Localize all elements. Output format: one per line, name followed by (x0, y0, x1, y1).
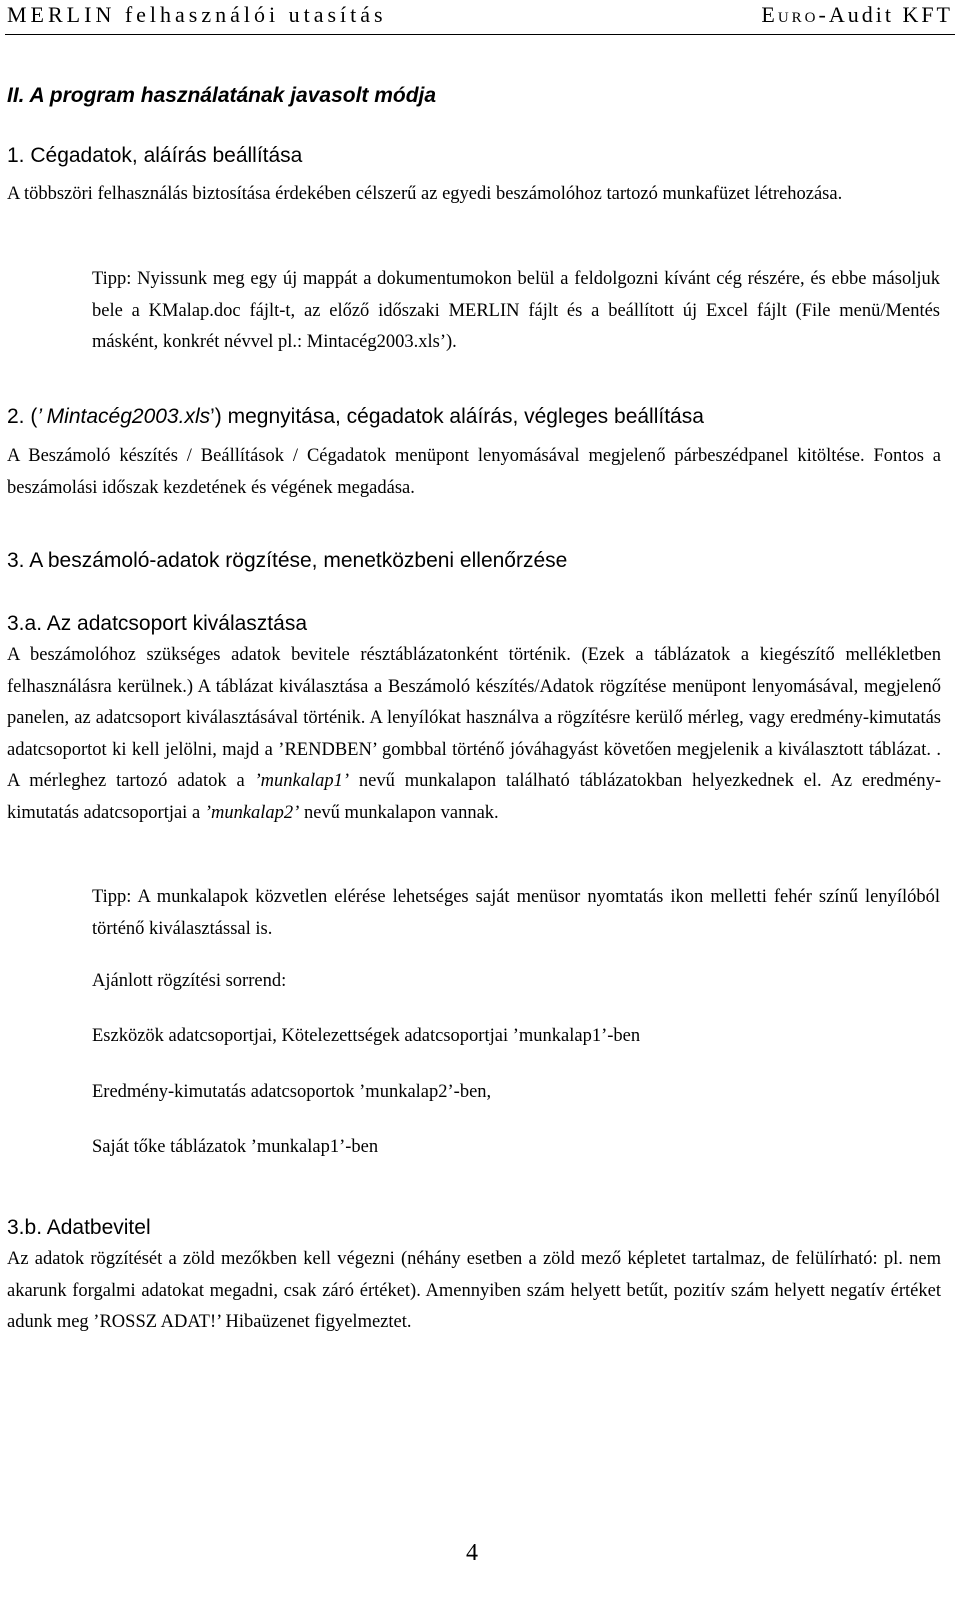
section-3-heading: 3. A beszámoló-adatok rögzítése, menetközbeni ellenőrzése (7, 549, 568, 572)
section-3b-heading: 3.b. Adatbevitel (7, 1216, 151, 1239)
recording-order-item: Eszközök adatcsoportjai, Kötelezettségek adatcsoportjai ’munkalap1’-ben (92, 1026, 641, 1046)
section-2-heading (7, 405, 704, 429)
header-company-rest: -Audit KFT (818, 2, 953, 27)
section-1-heading: 1. Cégadatok, aláírás beállítása (7, 144, 303, 167)
section-3a-text-2: nevű munkalapon található táblázatokban helyezkednek el. Az eredmény-kimutatás adatcsoportjai a (7, 771, 942, 823)
section-3a-tip: Tipp: A munkalapok közvetlen elérése lehetséges saját menüsor nyomtatás ikon melletti fehér színű lenyílóból történő kiválasztással is. (92, 887, 940, 939)
section-3a-text-3: nevű munkalapon vannak. (299, 802, 499, 823)
section-3a-paragraph (7, 640, 941, 829)
header-company-initial: E (761, 2, 778, 27)
header-company (761, 2, 953, 28)
section-3a-heading: 3.a. Az adatcsoport kiválasztása (7, 612, 307, 635)
recording-order-item: Saját tőke táblázatok ’munkalap1’-ben (92, 1137, 379, 1157)
section-1-tip: Tipp: Nyissunk meg egy új mappát a dokumentumokon belül a feldolgozni kívánt cég részére, és ebbe másoljuk bele a KMalap.doc fájlt-t, az előző időszaki MERLIN fájlt és a beállított új Excel fájlt (File menü/Mentés másként, konkrét névvel pl.: Mintacég2003.xls’). (92, 269, 940, 352)
page-number: 4 (466, 1540, 478, 1566)
header-company-smallcaps: URO (777, 10, 819, 26)
section-2-heading-filename: ’ Mintacég2003.xls (37, 405, 211, 428)
section-2-heading-post: ’) megnyitása, cégadatok aláírás, végleges beállítása (210, 405, 704, 428)
section-3a-sheet1-name: ’munkalap1’ (254, 771, 350, 791)
section-3a-sheet2-name: ’munkalap2’ (204, 802, 300, 823)
header-rule (5, 34, 955, 35)
header-title: MERLIN felhasználói utasítás (7, 2, 387, 27)
recording-order-title: Ajánlott rögzítési sorrend: (92, 971, 287, 991)
section-1-paragraph: A többszöri felhasználás biztosítása érdekében célszerű az egyedi beszámolóhoz tartozó munkafüzet létrehozása. (7, 184, 843, 204)
recording-order-item: Eredmény-kimutatás adatcsoportok ’munkalap2’-ben, (92, 1082, 492, 1102)
section-2-heading-pre: 2. ( (7, 405, 38, 428)
section-3b-paragraph: Az adatok rögzítését a zöld mezőkben kell végezni (néhány esetben a zöld mező képletet tartalmaz, de felülírható: pl. nem akarunk forgalmi adatokat megadni, csak záró értéket). Amennyiben szám helyett betűt, pozitív szám helyett negatív értéket adunk meg ’ROSSZ ADAT!’ Hibaüzenet figyelmeztet. (7, 1249, 941, 1332)
section-2-paragraph: A Beszámoló készítés / Beállítások / Cégadatok menüpont lenyomásával megjelenő párbeszédpanel kitöltése. Fontos a beszámolási időszak kezdetének és végének megadása. (7, 446, 941, 498)
main-heading: II. A program használatának javasolt módja (7, 84, 437, 107)
section-3a-text-1: A beszámolóhoz szükséges adatok bevitele résztáblázatonként történik. (Ezek a táblázatok a kiegészítő mellékletben felhasználásra kerülnek.) A táblázat kiválasztása a Beszámoló készítés/Adatok rögzítése menüpont lenyomásával, megjelenő panelen, az adatcsoport kiválasztásával történik. A lenyílókat használva a rögzítésre kerülő mérleg, vagy eredmény-kimutatás adatcsoportot ki kell jelölni, majd a ’RENDBEN’ gombbal történő jóváhagyást követően megjelenik a kiválasztott táblázat. . A mérleghez tartozó adatok a (7, 645, 941, 791)
